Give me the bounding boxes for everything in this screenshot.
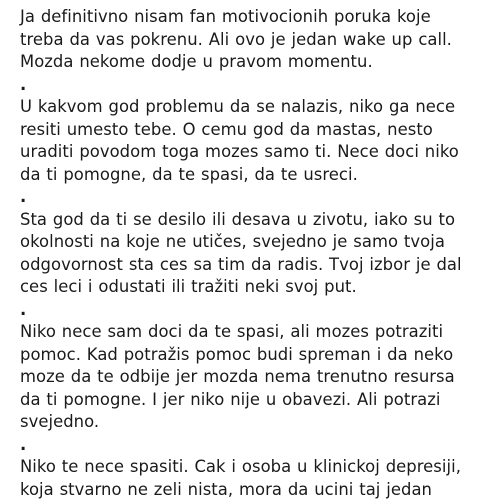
text-line: da ti pomogne, da te spasi, da te usreci.: [20, 164, 358, 184]
paragraph-separator: .: [20, 434, 27, 454]
text-line: koja stvarno ne zeli nista, mora da ucini taj jedan: [20, 479, 433, 499]
paragraph: [20, 6, 486, 74]
text-line: Niko te nece spasiti. Cak i osoba u klinickoj depresiji,: [20, 457, 461, 476]
text-line: Niko nece sam doci da te spasi, ali mozes potraziti: [20, 322, 444, 341]
text-line: okolnosti na koje ne utičes, svejedno je samo tvoja: [20, 232, 445, 251]
text-line: Ja definitivno nisam fan motivocionih poruka koje: [20, 7, 431, 26]
text-line: pomoc. Kad potražis pomoc budi spreman i da neko: [20, 344, 454, 364]
text-line: svejedno.: [20, 412, 100, 431]
text-line: da ti pomogne. I jer niko nije u obavezi. Ali potrazi: [20, 389, 441, 409]
paragraph: [20, 321, 486, 434]
paragraph-separator: .: [20, 74, 27, 94]
text-line: treba da vas pokrenu. Ali ovo je jedan wake up call.: [20, 29, 452, 49]
paragraph: [20, 456, 486, 500]
text-line: moze da te odbije jer mozda nema trenutno resursa: [20, 367, 455, 386]
text-line: uraditi povodom toga mozes samo ti. Nece doci niko: [20, 142, 459, 161]
text-line: U kakvom god problemu da se nalazis, niko ga nece: [20, 97, 456, 116]
paragraph-separator: .: [20, 299, 27, 319]
text-line: Mozda nekome dodje u pravom momentu.: [20, 52, 373, 71]
paragraph: [20, 96, 486, 186]
paragraph: [20, 209, 486, 299]
text-line: odgovornost sta ces sa tim da radis. Tvoj izbor je dal: [20, 254, 462, 274]
text-line: ces leci i odustati ili tražiti neki svoj put.: [20, 277, 357, 296]
text-line: resiti umesto tebe. O cemu god da mastas, nesto: [20, 119, 433, 139]
text-line: Sta god da ti se desilo ili desava u zivotu, iako su to: [20, 209, 456, 229]
paragraph-separator: .: [20, 187, 27, 206]
